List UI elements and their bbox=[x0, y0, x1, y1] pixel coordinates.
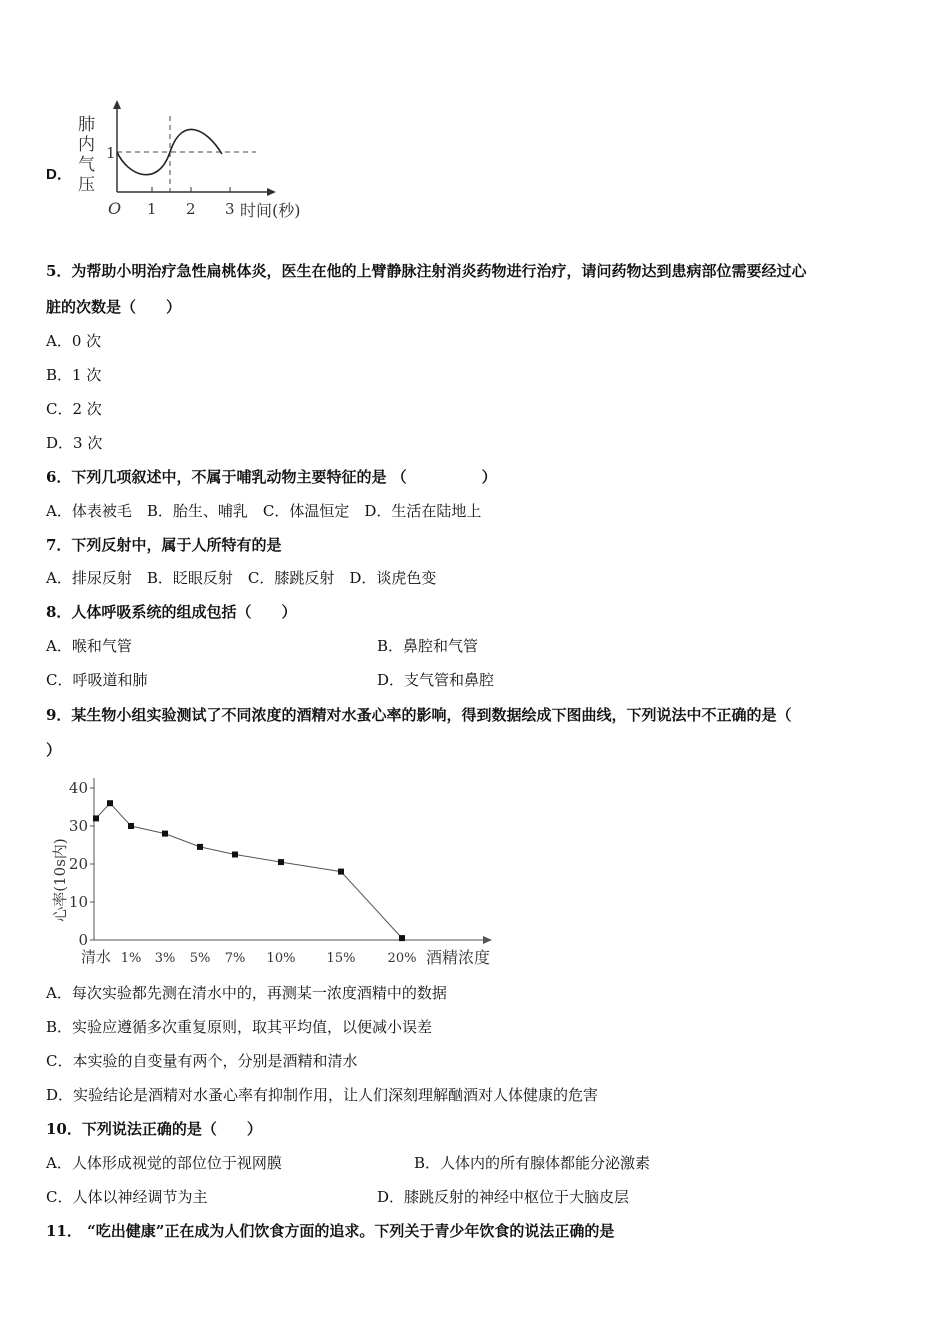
fig-d-y-arrow bbox=[113, 100, 121, 109]
chart-x-tick-label: 7% bbox=[224, 951, 246, 966]
fig-d-ylabel-4: 压 bbox=[78, 175, 95, 195]
q10-option-c: C．人体以神经调节为主 bbox=[46, 1188, 208, 1206]
q6-stem: 6．下列几项叙述中，不属于哺乳动物主要特征的是 （ ） bbox=[46, 468, 497, 486]
q8-option-c: C．呼吸道和肺 bbox=[46, 671, 148, 689]
chart-data-point bbox=[162, 831, 168, 837]
option-d-label: D． bbox=[46, 166, 72, 183]
q5-stem-line2: 脏的次数是（ ） bbox=[46, 298, 182, 316]
q9-option-b: B．实验应遵循多次重复原则，取其平均值，以便减小误差 bbox=[46, 1018, 433, 1036]
fig-d-x-origin: O bbox=[108, 199, 122, 218]
fig-d-xlabel: 时间(秒) bbox=[240, 201, 301, 220]
fig-d-x-tick-3: 3 bbox=[225, 200, 235, 218]
chart-y-tick-label: 20 bbox=[68, 855, 88, 873]
q9-stem-line2: ） bbox=[46, 741, 62, 759]
heart-rate-chart bbox=[46, 770, 506, 975]
q7-options: A．排尿反射 B．眨眼反射 C．膝跳反射 D．谈虎色变 bbox=[46, 569, 437, 587]
chart-x-tick-label: 1% bbox=[120, 951, 142, 966]
q6-options: A．体表被毛 B．胎生、哺乳 C．体温恒定 D．生活在陆地上 bbox=[46, 502, 482, 520]
q8-option-b: B．鼻腔和气管 bbox=[377, 637, 479, 655]
chart-x-tick-label: 5% bbox=[189, 951, 211, 966]
fig-d-ylabel-3: 气 bbox=[78, 155, 95, 175]
chart-y-tick-label: 40 bbox=[68, 779, 88, 797]
chart-x-tick-label: 10% bbox=[266, 951, 296, 966]
chart-xlabel: 酒精浓度 bbox=[426, 948, 491, 967]
q5-option-d: D．3 次 bbox=[46, 434, 103, 452]
q7-stem: 7．下列反射中，属于人所特有的是 bbox=[46, 536, 282, 554]
q9-option-c: C．本实验的自变量有两个，分别是酒精和清水 bbox=[46, 1052, 358, 1070]
chart-x-arrow bbox=[483, 936, 492, 944]
q8-option-a: A．喉和气管 bbox=[46, 637, 132, 655]
chart-data-point bbox=[232, 852, 238, 858]
q11-stem: 11． “吃出健康”正在成为人们饮食方面的追求。下列关于青少年饮食的说法正确的是 bbox=[46, 1222, 615, 1240]
q10-option-d: D．膝跳反射的神经中枢位于大脑皮层 bbox=[377, 1188, 630, 1206]
chart-ylabel: 心率(10s内) bbox=[51, 838, 69, 922]
q9-stem-line1: 9．某生物小组实验测试了不同浓度的酒精对水蚤心率的影响，得到数据绘成下图曲线，下列说法中不正确的是（ bbox=[46, 706, 792, 724]
chart-y-tick-label: 0 bbox=[78, 931, 88, 949]
fig-d-y-tick-1: 1 bbox=[106, 144, 116, 162]
chart-data-point bbox=[128, 823, 134, 829]
q10-option-b: B．人体内的所有腺体都能分泌激素 bbox=[414, 1154, 651, 1172]
fig-d-x-tick-1: 1 bbox=[147, 200, 157, 218]
q9-option-d: D．实验结论是酒精对水蚤心率有抑制作用，让人们深刻理解酗酒对人体健康的危害 bbox=[46, 1086, 599, 1104]
q5-option-b: B．1 次 bbox=[46, 366, 102, 384]
fig-d-x-tick-2: 2 bbox=[186, 200, 196, 218]
q10-stem: 10．下列说法正确的是（ ） bbox=[46, 1120, 262, 1138]
chart-y-tick-label: 10 bbox=[68, 893, 88, 911]
chart-x-tick-label: 清水 bbox=[80, 948, 112, 966]
chart-x-tick-label: 20% bbox=[387, 951, 417, 966]
chart-y-tick-label: 30 bbox=[68, 817, 88, 835]
q5-stem-line1: 5．为帮助小明治疗急性扁桃体炎，医生在他的上臂静脉注射消炎药物进行治疗，请问药物达到患病部位需要经过心 bbox=[46, 262, 807, 280]
q5-option-a: A．0 次 bbox=[46, 332, 102, 350]
chart-data-point bbox=[107, 800, 113, 806]
chart-x-tick-label: 3% bbox=[154, 951, 176, 966]
fig-d-ylabel-2: 内 bbox=[78, 135, 95, 155]
chart-data-point bbox=[278, 859, 284, 865]
chart-data-point bbox=[197, 844, 203, 850]
chart-data-point bbox=[338, 869, 344, 875]
chart-x-tick-label: 15% bbox=[326, 951, 356, 966]
q10-option-a: A．人体形成视觉的部位位于视网膜 bbox=[46, 1154, 282, 1172]
q8-stem: 8．人体呼吸系统的组成包括（ ） bbox=[46, 603, 297, 621]
fig-d-x-arrow bbox=[267, 188, 276, 196]
chart-data-point bbox=[93, 815, 99, 821]
lung-pressure-figure bbox=[76, 98, 336, 228]
fig-d-ylabel-1: 肺 bbox=[78, 115, 95, 135]
q5-option-c: C．2 次 bbox=[46, 400, 102, 418]
q9-option-a: A．每次实验都先测在清水中的，再测某一浓度酒精中的数据 bbox=[46, 984, 447, 1002]
q8-option-d: D．支气管和鼻腔 bbox=[377, 671, 495, 689]
chart-data-point bbox=[399, 935, 405, 941]
chart-series-line bbox=[96, 803, 402, 938]
